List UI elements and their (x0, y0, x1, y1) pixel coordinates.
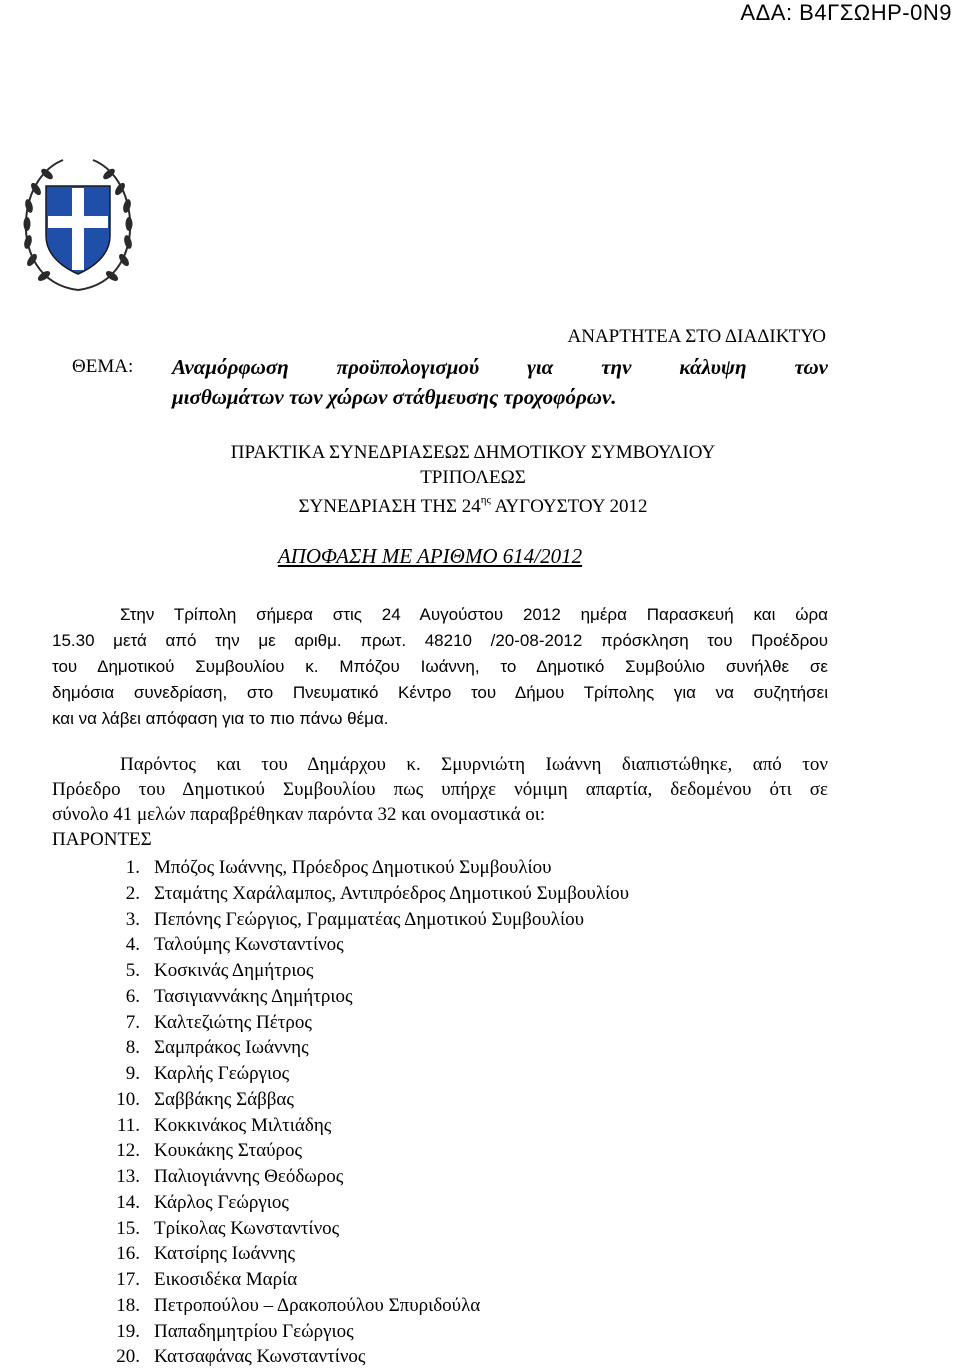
intro-line: Στην Τρίπολη σήμερα στις 24 Αυγούστου 2012 ημέρα Παρασκευή και ώρα (120, 605, 828, 624)
list-item-number: 5. (125, 960, 140, 981)
list-item (52, 1267, 629, 1293)
list-item-number: 13. (116, 1166, 140, 1187)
list-item-number: 10. (116, 1088, 140, 1110)
intro-line: και να λάβει απόφαση για το πιο πάνω θέμα. (52, 709, 389, 728)
list-item-name: Κατσίρης Ιωάννης (154, 1243, 296, 1265)
list-item (52, 1164, 629, 1190)
list-item-number: 17. (116, 1269, 140, 1290)
list-item-name: Κουκάκης Σταύρος (154, 1140, 302, 1162)
list-item-number: 18. (116, 1294, 140, 1316)
list-item (52, 1344, 629, 1370)
list-item (52, 958, 629, 984)
present-heading: ΠΑΡΟΝΤΕΣ (52, 829, 152, 850)
list-item-number: 7. (125, 1011, 140, 1033)
list-item-name: Ταλούμης Κωνσταντίνος (154, 934, 344, 956)
list-item (52, 932, 629, 958)
list-item (52, 855, 629, 881)
list-item-number: 16. (116, 1243, 140, 1265)
list-item (52, 1010, 629, 1036)
list-item-name: Πετροπούλου – Δρακοπούλου Σπυριδούλα (154, 1294, 481, 1316)
list-item-number: 20. (116, 1346, 140, 1368)
list-item (52, 1061, 629, 1087)
list-item-number: 1. (125, 857, 140, 878)
list-item-number: 11. (116, 1114, 140, 1136)
list-item (52, 984, 629, 1010)
list-item-name: Τρίκολας Κωνσταντίνος (154, 1217, 340, 1239)
minutes-title-line-2: ΤΡΙΠΟΛΕΩΣ (420, 467, 526, 488)
list-item (52, 1190, 629, 1216)
quorum-line: σύνολο 41 μελών παραβρέθηκαν παρόντα 32 και ονομαστικά οι: (52, 804, 546, 825)
list-item-number: 14. (116, 1191, 140, 1213)
hellenic-republic-emblem-icon (18, 150, 138, 300)
subject-title-line-2: μισθωμάτων των χώρων στάθμευσης τροχοφόρων. (172, 385, 617, 409)
quorum-line: Παρόντος και του Δημάρχου κ. Σμυρνιώτη Ιωάννη διαπιστώθηκε, από τον (120, 754, 828, 775)
decision-number: ΑΠΟΦΑΣΗ ΜΕ ΑΡΙΘΜΟ 614/2012 (277, 544, 583, 568)
list-item-number: 8. (125, 1037, 140, 1059)
list-item-name: Μπόζος Ιωάννης, Πρόεδρος Δημοτικού Συμβουλίου (154, 857, 552, 878)
list-item-name: Σταμάτης Χαράλαμπος, Αντιπρόεδρος Δημοτικού Συμβουλίου (154, 882, 630, 904)
list-item-number: 4. (125, 934, 140, 956)
list-item-name: Εικοσιδέκα Μαρία (154, 1269, 298, 1290)
intro-paragraph (52, 602, 828, 732)
session-date (0, 494, 946, 518)
subject-title-line-1: Αναμόρφωση προϋπολογισμού για την κάλυψη των (172, 355, 828, 379)
list-item (52, 1138, 629, 1164)
list-item-name: Κατσαφάνας Κωνσταντίνος (154, 1346, 366, 1368)
session-suffix: ΑΥΓΟΥΣΤΟΥ 2012 (490, 496, 648, 517)
list-item-number: 9. (125, 1063, 140, 1084)
list-item-name: Σαμπράκος Ιωάννης (154, 1037, 309, 1059)
list-item (52, 907, 629, 933)
intro-line: δημόσια συνεδρίαση, στο Πνευματικό Κέντρο του Δήμου Τρίπολης για να συζητήσει (52, 683, 828, 702)
list-item-name: Τασιγιαννάκης Δημήτριος (154, 985, 353, 1007)
list-item-name: Σαββάκης Σάββας (154, 1088, 294, 1110)
intro-line: 15.30 μετά από την με αριθμ. πρωτ. 48210 /20-08-2012 πρόσκληση του Προέδρου (52, 631, 828, 650)
posting-note: ΑΝΑΡΤΗΤΕΑ ΣΤΟ ΔΙΑΔΙΚΤΥΟ (567, 326, 826, 347)
list-item (52, 881, 629, 907)
list-item-number: 12. (116, 1140, 140, 1162)
list-item-number: 19. (116, 1320, 140, 1342)
list-item-number: 3. (125, 908, 140, 930)
list-item-name: Καρλής Γεώργιος (154, 1063, 290, 1084)
session-ordinal: ης (480, 494, 491, 506)
list-item (52, 1087, 629, 1113)
list-item (52, 1319, 629, 1345)
list-item (52, 1216, 629, 1242)
quorum-line: Πρόεδρο του Δημοτικού Συμβουλίου πως υπήρχε νόμιμη απαρτία, δεδομένου ότι σε (52, 779, 828, 800)
intro-line: του Δημοτικού Συμβουλίου κ. Μπόζου Ιωάννη, το Δημοτικό Συμβούλιο συνήλθε σε (52, 657, 828, 676)
list-item-name: Κοκκινάκος Μιλτιάδης (154, 1114, 332, 1136)
list-item-name: Παπαδημητρίου Γεώργιος (154, 1320, 354, 1342)
subject-label: ΘΕΜΑ: (72, 356, 134, 377)
list-item-name: Παλιογιάννης Θεόδωρος (154, 1166, 344, 1187)
list-item-name: Καλτεζιώτης Πέτρος (154, 1011, 312, 1033)
list-item-name: Κοσκινάς Δημήτριος (154, 960, 314, 981)
list-item (52, 1035, 629, 1061)
session-prefix: ΣΥΝΕΔΡΙΑΣΗ ΤΗΣ 24 (298, 496, 481, 517)
list-item-name: Κάρλος Γεώργιος (154, 1191, 289, 1213)
list-item (52, 1113, 629, 1139)
minutes-title-line-1: ΠΡΑΚΤΙΚΑ ΣΥΝΕΔΡΙΑΣΕΩΣ ΔΗΜΟΤΙΚΟΥ ΣΥΜΒΟΥΛΙΟΥ (230, 442, 716, 463)
list-item-name: Πεπόνης Γεώργιος, Γραμματέας Δημοτικού Συμβουλίου (154, 908, 584, 930)
attendees-list (52, 855, 629, 1370)
ada-code: ΑΔΑ: Β4ΓΣΩΗΡ-0Ν9 (740, 0, 952, 25)
list-item-number: 6. (125, 985, 140, 1007)
list-item-number: 2. (125, 882, 140, 904)
list-item-number: 15. (116, 1217, 140, 1239)
list-item (52, 1293, 629, 1319)
list-item (52, 1241, 629, 1267)
quorum-paragraph (52, 752, 828, 852)
